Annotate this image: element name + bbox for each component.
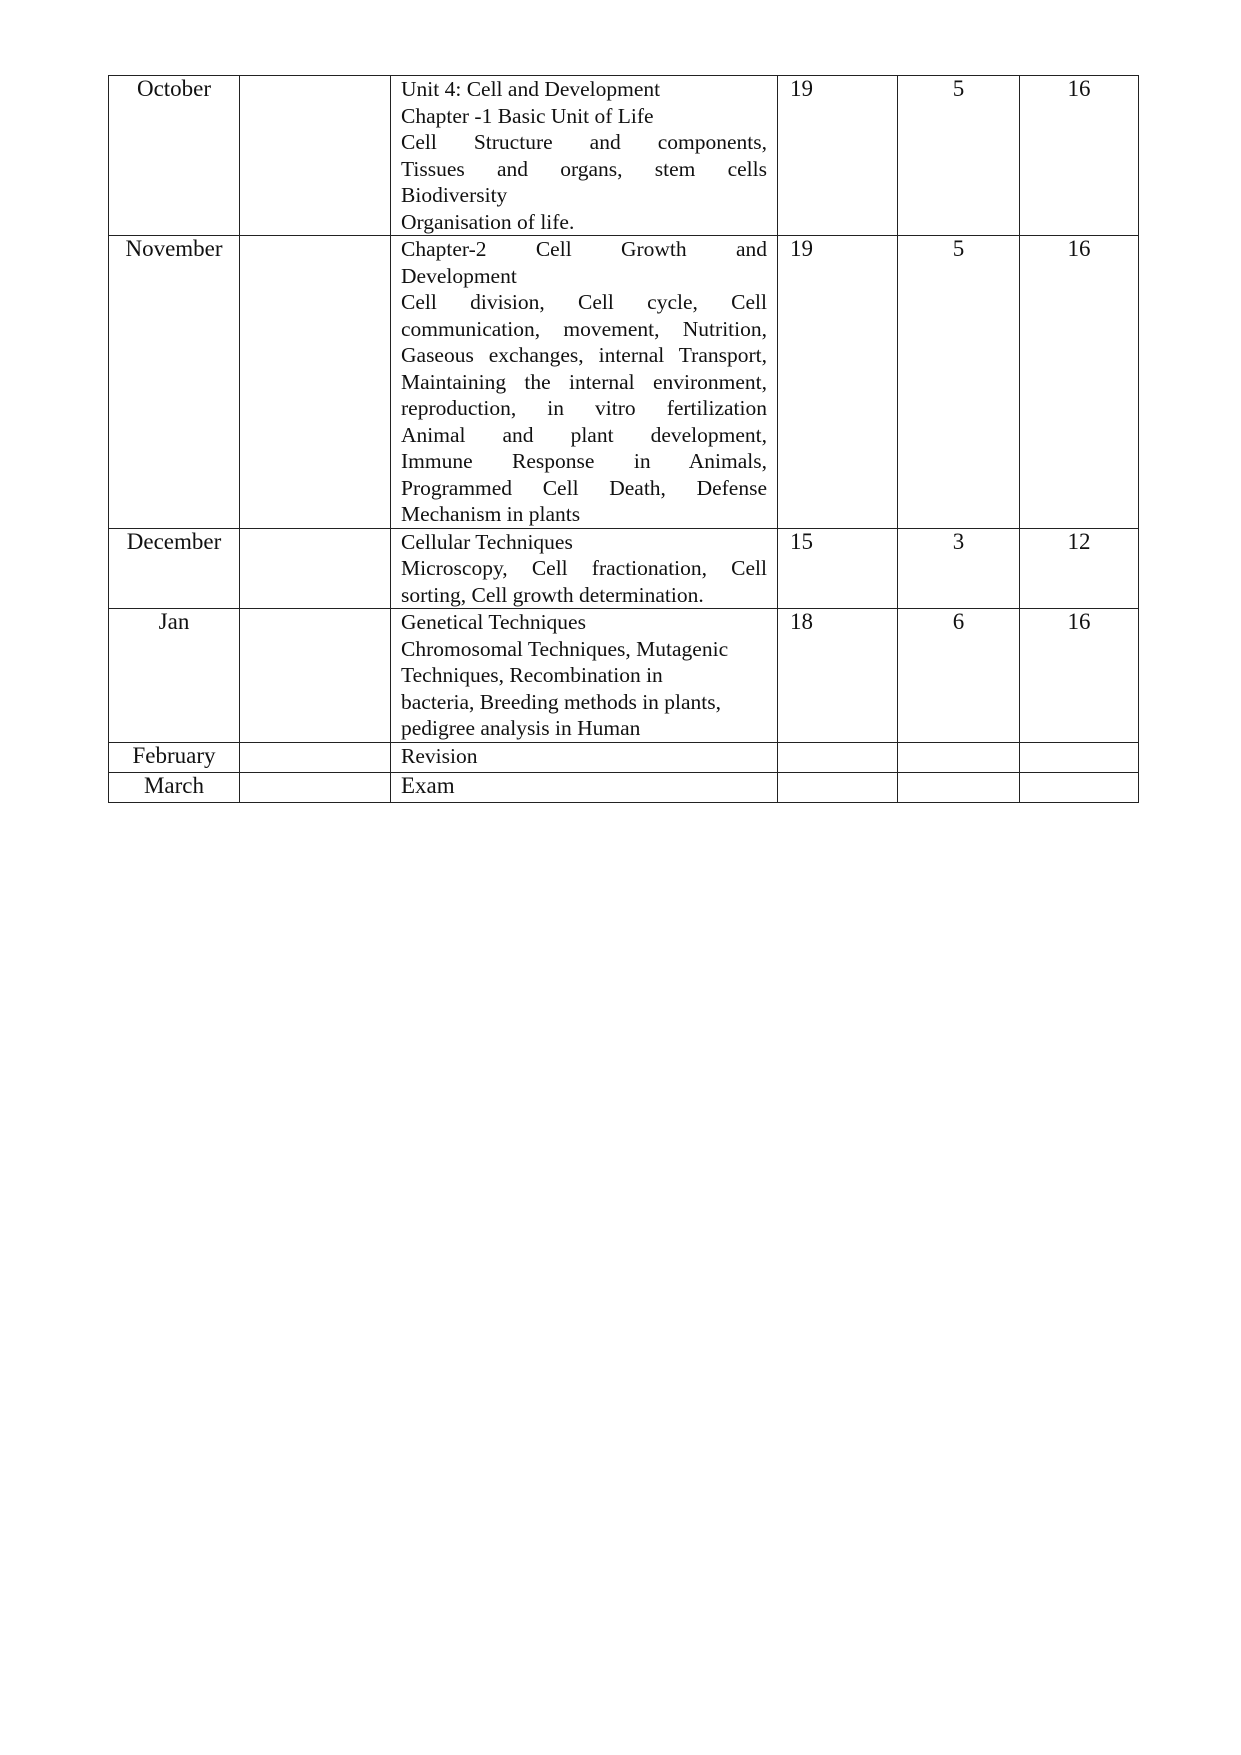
topic-line: Tissues and organs, stem cells bbox=[401, 156, 767, 181]
topic-line: sorting, Cell growth determination. bbox=[401, 582, 704, 607]
month-cell: March bbox=[109, 772, 240, 802]
count-cell-3 bbox=[1020, 742, 1139, 772]
topic-line: Maintaining the internal environment, bbox=[401, 369, 767, 394]
topic-line: Animal and plant development, bbox=[401, 422, 767, 447]
topic-line: communication, movement, Nutrition, bbox=[401, 316, 767, 341]
topic-line: Development bbox=[401, 263, 517, 288]
table-row bbox=[109, 76, 1139, 236]
syllabus-table bbox=[108, 75, 1139, 803]
count-cell-2: 6 bbox=[898, 609, 1020, 743]
topic-line: Gaseous exchanges, internal Transport, bbox=[401, 343, 767, 367]
topic-line: Cellular Techniques bbox=[401, 529, 573, 554]
topic-line: Mechanism in plants bbox=[401, 502, 581, 526]
count-cell-2 bbox=[898, 742, 1020, 772]
topic-line: Programmed Cell Death, Defense bbox=[401, 475, 767, 500]
count-cell-3 bbox=[1020, 772, 1139, 802]
topic-line: Chapter-2 Cell Growth and bbox=[401, 237, 767, 261]
count-cell-1 bbox=[778, 742, 898, 772]
topic-line: Microscopy, Cell fractionation, Cell bbox=[401, 556, 767, 580]
table-row bbox=[109, 609, 1139, 743]
table-row bbox=[109, 742, 1139, 772]
count-cell-2: 5 bbox=[898, 236, 1020, 529]
topic-line: Biodiversity bbox=[401, 183, 508, 207]
topic-line: Unit 4: Cell and Development bbox=[401, 77, 661, 101]
count-cell-1: 18 bbox=[778, 609, 898, 743]
topic-line: Exam bbox=[401, 772, 455, 798]
count-cell-1: 19 bbox=[778, 76, 898, 236]
topic-line: Revision bbox=[401, 743, 478, 768]
count-cell-3: 12 bbox=[1020, 528, 1139, 609]
topic-line: Cell division, Cell cycle, Cell bbox=[401, 290, 767, 314]
table-row bbox=[109, 528, 1139, 609]
month-cell: February bbox=[109, 742, 240, 772]
topic-cell bbox=[391, 609, 778, 743]
blank-cell bbox=[240, 528, 391, 609]
blank-cell bbox=[240, 772, 391, 802]
month-cell: December bbox=[109, 528, 240, 609]
count-cell-2 bbox=[898, 772, 1020, 802]
count-cell-2: 5 bbox=[898, 76, 1020, 236]
topic-cell bbox=[391, 528, 778, 609]
month-cell: November bbox=[109, 236, 240, 529]
count-cell-1 bbox=[778, 772, 898, 802]
topic-cell bbox=[391, 76, 778, 236]
topic-line: Chapter -1 Basic Unit of Life bbox=[401, 103, 654, 128]
topic-line: Organisation of life. bbox=[401, 209, 575, 234]
count-cell-2: 3 bbox=[898, 528, 1020, 609]
blank-cell bbox=[240, 609, 391, 743]
blank-cell bbox=[240, 76, 391, 236]
count-cell-1: 19 bbox=[778, 236, 898, 529]
month-cell: Jan bbox=[109, 609, 240, 743]
topic-line: Techniques, Recombination in bbox=[401, 663, 663, 687]
count-cell-3: 16 bbox=[1020, 609, 1139, 743]
blank-cell bbox=[240, 742, 391, 772]
topic-line: Immune Response in Animals, bbox=[401, 449, 767, 473]
month-cell: October bbox=[109, 76, 240, 236]
topic-line: pedigree analysis in Human bbox=[401, 716, 641, 740]
topic-line: bacteria, Breeding methods in plants, bbox=[401, 689, 722, 714]
topic-line: Genetical Techniques bbox=[401, 610, 586, 634]
table-row bbox=[109, 236, 1139, 529]
table-row bbox=[109, 772, 1139, 802]
topic-cell bbox=[391, 772, 778, 802]
count-cell-3: 16 bbox=[1020, 76, 1139, 236]
topic-line: Chromosomal Techniques, Mutagenic bbox=[401, 636, 729, 661]
topic-cell bbox=[391, 236, 778, 529]
count-cell-3: 16 bbox=[1020, 236, 1139, 529]
topic-line: Cell Structure and components, bbox=[401, 130, 767, 154]
topic-cell bbox=[391, 742, 778, 772]
topic-line: reproduction, in vitro fertilization bbox=[401, 396, 767, 420]
count-cell-1: 15 bbox=[778, 528, 898, 609]
blank-cell bbox=[240, 236, 391, 529]
